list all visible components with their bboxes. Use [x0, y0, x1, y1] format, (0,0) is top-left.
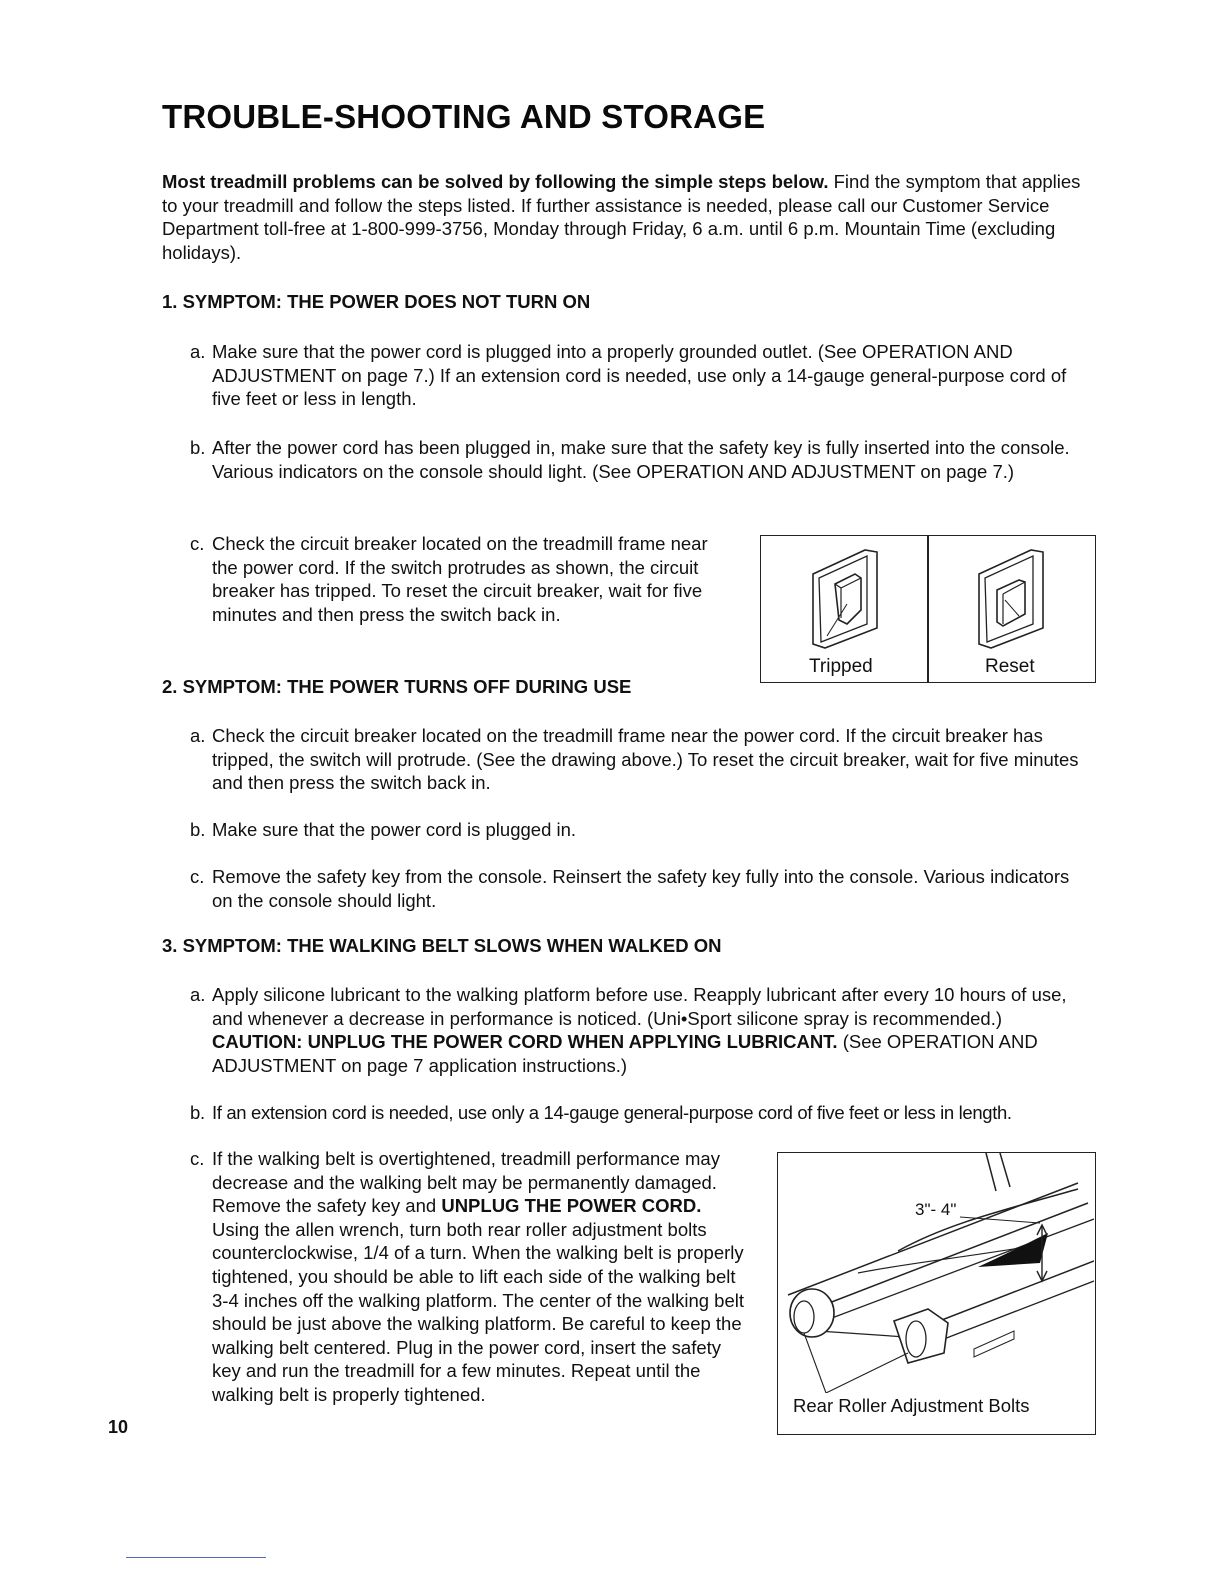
- item-letter: a.: [190, 341, 206, 362]
- intro-paragraph: [162, 170, 1092, 264]
- unplug-warning: UNPLUG THE POWER CORD.: [441, 1195, 702, 1217]
- belt-figure-caption: Rear Roller Adjustment Bolts: [793, 1395, 1030, 1416]
- symptom-2-heading: 2. SYMPTOM: THE POWER TURNS OFF DURING USE: [162, 676, 632, 697]
- circuit-breaker-figure: [760, 535, 1096, 683]
- item-text-before: If the walking belt is overtightened, treadmill performance may decrease and the walking belt may be permanently damaged. Remove the safety key and: [212, 1148, 720, 1217]
- item-letter: c.: [190, 533, 205, 554]
- page-title: TROUBLE-SHOOTING AND STORAGE: [162, 98, 766, 135]
- symptom-1-item-c: [190, 532, 710, 626]
- reset-switch-icon: [973, 544, 1053, 654]
- symptom-3-item-a: [190, 983, 1095, 1077]
- item-text: [212, 1147, 746, 1407]
- symptom-2-item-a: [190, 724, 1095, 795]
- item-text: If an extension cord is needed, use only a 14-gauge general-purpose cord of five feet or less in length.: [212, 1102, 1012, 1123]
- item-text: Remove the safety key from the console. Reinsert the safety key fully into the console. Various indicators on the console should light.: [212, 866, 1070, 911]
- belt-lift-dimension: 3"- 4": [915, 1200, 957, 1219]
- item-text: Check the circuit breaker located on the treadmill frame near the power cord. If the circuit breaker has tripped, the switch will protrude. (See the drawing above.) To reset the circuit breaker, wait for five minutes and then press the switch back in.: [212, 725, 1079, 794]
- page-number: 10: [108, 1417, 129, 1437]
- intro-bold: Most treadmill problems can be solved by following the simple steps below.: [162, 171, 829, 192]
- tripped-switch-icon: [807, 544, 887, 654]
- item-text-after: (See OPERATION AND ADJUSTMENT on page 7 application instructions.): [212, 1031, 1038, 1076]
- item-letter: b.: [190, 819, 206, 840]
- item-letter: b.: [190, 1102, 205, 1123]
- walking-belt-figure: [777, 1152, 1096, 1435]
- item-letter: c.: [190, 1148, 205, 1169]
- tripped-label: Tripped: [809, 656, 873, 677]
- item-letter: a.: [190, 984, 206, 1005]
- item-letter: a.: [190, 725, 206, 746]
- symptom-3-item-c: [190, 1147, 746, 1407]
- item-letter: b.: [190, 437, 206, 458]
- item-letter: c.: [190, 866, 205, 887]
- symptom-1-heading: 1. SYMPTOM: THE POWER DOES NOT TURN ON: [162, 291, 591, 312]
- symptom-3-item-b: [190, 1101, 1120, 1125]
- caution-text: CAUTION: UNPLUG THE POWER CORD WHEN APPLYING LUBRICANT.: [212, 1031, 838, 1053]
- symptom-2-item-b: [190, 818, 1070, 842]
- reset-label: Reset: [985, 656, 1035, 677]
- item-text: After the power cord has been plugged in, make sure that the safety key is fully inserted into the console. Various indicators on the console should light. (See OPERATION AND ADJUSTMENT on page 7.): [212, 437, 1070, 482]
- symptom-1-item-b: [190, 436, 1090, 483]
- symptom-1-item-a: [190, 340, 1070, 411]
- symptom-2-item-c: [190, 865, 1070, 912]
- treadmill-belt-drawing: [778, 1153, 1094, 1393]
- item-text-before: Apply silicone lubricant to the walking platform before use. Reapply lubricant after every 10 hours of use, and whenever a decrease in performance is noticed. (Uni•Sport silicone spray is recommended.): [212, 984, 1067, 1029]
- intro-text: Find the symptom that applies to your treadmill and follow the steps listed. If further assistance is needed, please call our Customer Service Department toll-free at 1-800-999-3756, Monday through Friday, 6 a.m. until 6 p.m. Mountain Time (excluding holidays).: [162, 171, 1081, 263]
- item-text: Make sure that the power cord is plugged in.: [212, 819, 577, 840]
- symptom-3-heading: 3. SYMPTOM: THE WALKING BELT SLOWS WHEN WALKED ON: [162, 935, 722, 956]
- item-text: Check the circuit breaker located on the treadmill frame near the power cord. If the switch protrudes as shown, the circuit breaker has tripped. To reset the circuit breaker, wait for five minutes and then press the switch back in.: [212, 533, 708, 625]
- item-text: [212, 983, 1095, 1077]
- figure-divider: [927, 536, 929, 682]
- item-text: Make sure that the power cord is plugged into a properly grounded outlet. (See OPERATION AND ADJUSTMENT on page 7.) If an extension cord is needed, use only a 14-gauge general-purpose cord of five feet or less in length.: [212, 341, 1067, 410]
- item-text-after: Using the allen wrench, turn both rear roller adjustment bolts counterclockwise, 1/4 of a turn. When the walking belt is properly tightened, you should be able to lift each side of the walking belt 3-4 inches off the walking platform. The center of the walking belt should be just above the walking platform. Be careful to keep the walking belt centered. Plug in the power cord, insert the safety key and run the treadmill for a few minutes. Repeat until the walking belt is properly tightened.: [212, 1218, 745, 1405]
- footer-rule: [126, 1557, 266, 1558]
